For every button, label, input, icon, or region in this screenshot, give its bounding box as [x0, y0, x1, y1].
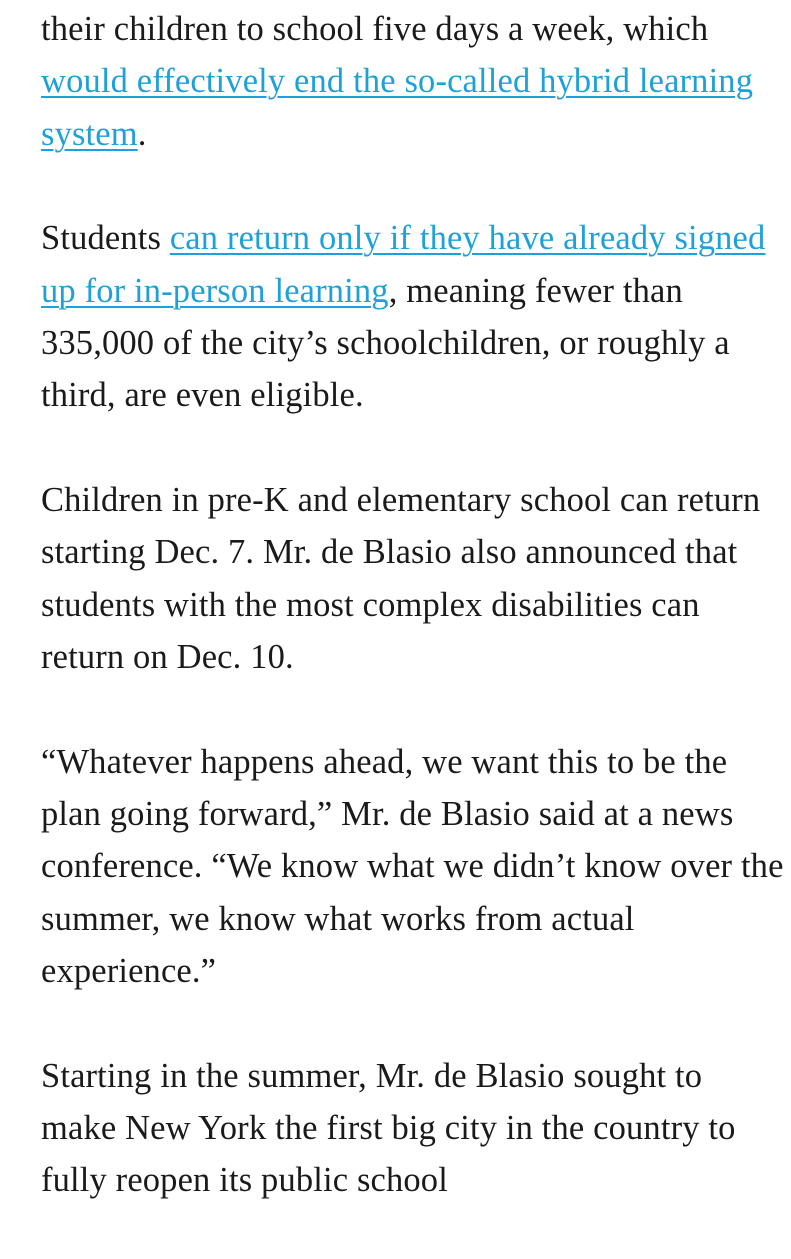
paragraph-2 — [41, 212, 786, 421]
paragraph-text: Students — [41, 219, 170, 258]
paragraph-4: “Whatever happens ahead, we want this to be the plan going forward,” Mr. de Blasio said at a news conference. “We know what we didn’t know over the summer, we know what works from actual experience.” — [41, 742, 784, 990]
paragraph-1 — [41, 3, 786, 160]
paragraph-text: , meaning fewer than 335,000 of the city’s schoolchildren, or roughly a third, are even eligible. — [41, 271, 730, 415]
link-in-person-learning[interactable]: can return only if they have already signed up for in-person learning — [41, 219, 766, 310]
article-body — [41, 3, 786, 1259]
paragraph-text: . — [137, 114, 147, 153]
link-hybrid-learning[interactable]: would effectively end the so-called hybrid learning system — [41, 62, 754, 153]
paragraph-text: their children to school five days a week, which — [41, 10, 709, 48]
paragraph-5: Starting in the summer, Mr. de Blasio sought to make New York the first big city in the country to fully reopen its public school — [41, 1056, 736, 1200]
paragraph-3: Children in pre-K and elementary school can return starting Dec. 7. Mr. de Blasio also announced that students with the most complex disabilities can return on Dec. 10. — [41, 481, 761, 676]
